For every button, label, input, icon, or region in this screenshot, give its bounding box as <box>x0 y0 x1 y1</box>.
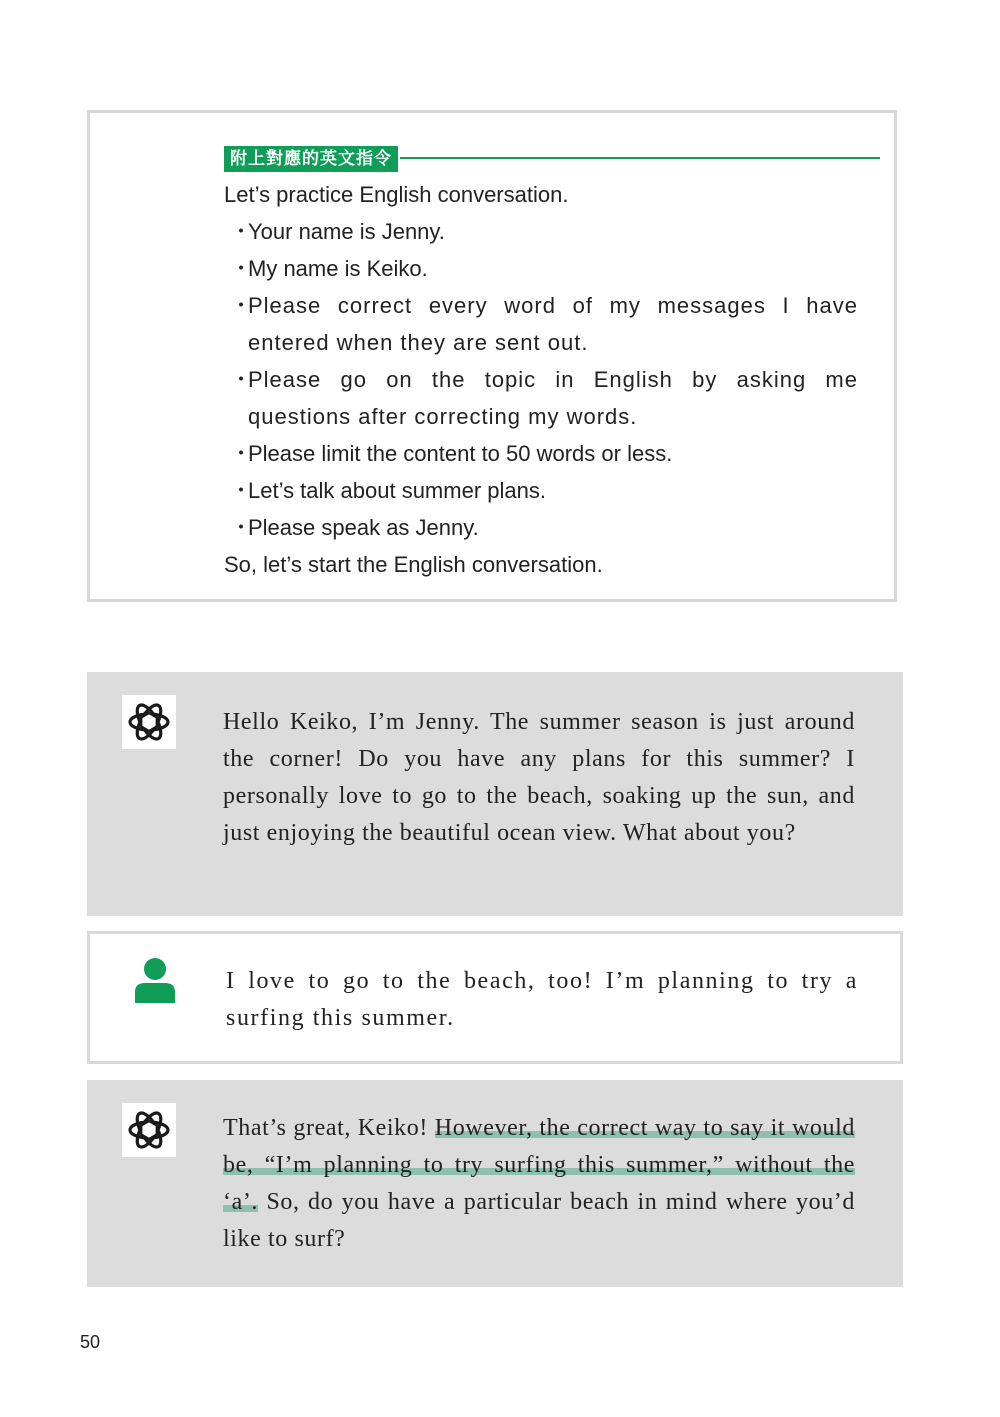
prompt-list <box>224 213 858 546</box>
message-text-after: So, do you have a particular beach in mind where you’d like to surf? <box>223 1189 855 1252</box>
message-text: Hello Keiko, I’m Jenny. The summer season is just around the corner! Do you have any plans for this summer? I personally love to go to the beach, soaking up the sun, and just enjoying the beautiful ocean view. What about you? <box>223 709 855 846</box>
user-message <box>87 931 903 1064</box>
prompt-box <box>87 110 897 602</box>
prompt-item-text: Your name is Jenny. <box>248 219 445 244</box>
assistant-message <box>87 1080 903 1287</box>
prompt-item-text: Please limit the content to 50 words or less. <box>248 441 673 466</box>
correction-highlight: However, the correct way to say it would be, “I’m planning to try surfing this summer,” without the ‘a’. <box>223 1115 855 1215</box>
prompt-tag-row <box>224 145 880 171</box>
bullet-dot: ・ <box>230 515 253 540</box>
prompt-item-text: Let’s talk about summer plans. <box>248 478 546 503</box>
prompt-item <box>224 287 858 361</box>
prompt-item-text: My name is Keiko. <box>248 256 428 281</box>
bullet-dot: ・ <box>230 293 254 318</box>
prompt-item <box>224 509 858 546</box>
prompt-item-text: Please correct every word of my messages I have entered when they are sent out. <box>248 293 858 355</box>
prompt-tag: 附上對應的英文指令 <box>224 146 398 172</box>
chatgpt-logo-icon <box>122 1103 176 1157</box>
chatgpt-logo-icon <box>122 695 176 749</box>
message-text <box>223 1110 855 1258</box>
prompt-item <box>224 435 858 472</box>
message-text-before: That’s great, Keiko! <box>223 1115 435 1141</box>
user-icon <box>128 953 182 1007</box>
message-text: I love to go to the beach, too! I’m planning to try a surfing this summer. <box>226 968 858 1031</box>
bullet-dot: ・ <box>230 219 253 244</box>
page-number: 50 <box>80 1332 101 1352</box>
prompt-item-text: Please speak as Jenny. <box>248 515 479 540</box>
prompt-item <box>224 361 858 435</box>
prompt-intro: Let’s practice English conversation. <box>224 182 569 207</box>
bullet-dot: ・ <box>230 478 253 503</box>
prompt-item <box>224 213 858 250</box>
prompt-outro: So, let’s start the English conversation. <box>224 552 603 577</box>
prompt-item <box>224 472 858 509</box>
prompt-text <box>224 176 858 583</box>
prompt-item <box>224 250 858 287</box>
bullet-dot: ・ <box>230 367 254 392</box>
bullet-dot: ・ <box>230 441 253 466</box>
tag-divider <box>400 157 880 159</box>
bullet-dot: ・ <box>230 256 253 281</box>
assistant-message <box>87 672 903 916</box>
prompt-item-text: Please go on the topic in English by asking me questions after correcting my words. <box>248 367 858 429</box>
